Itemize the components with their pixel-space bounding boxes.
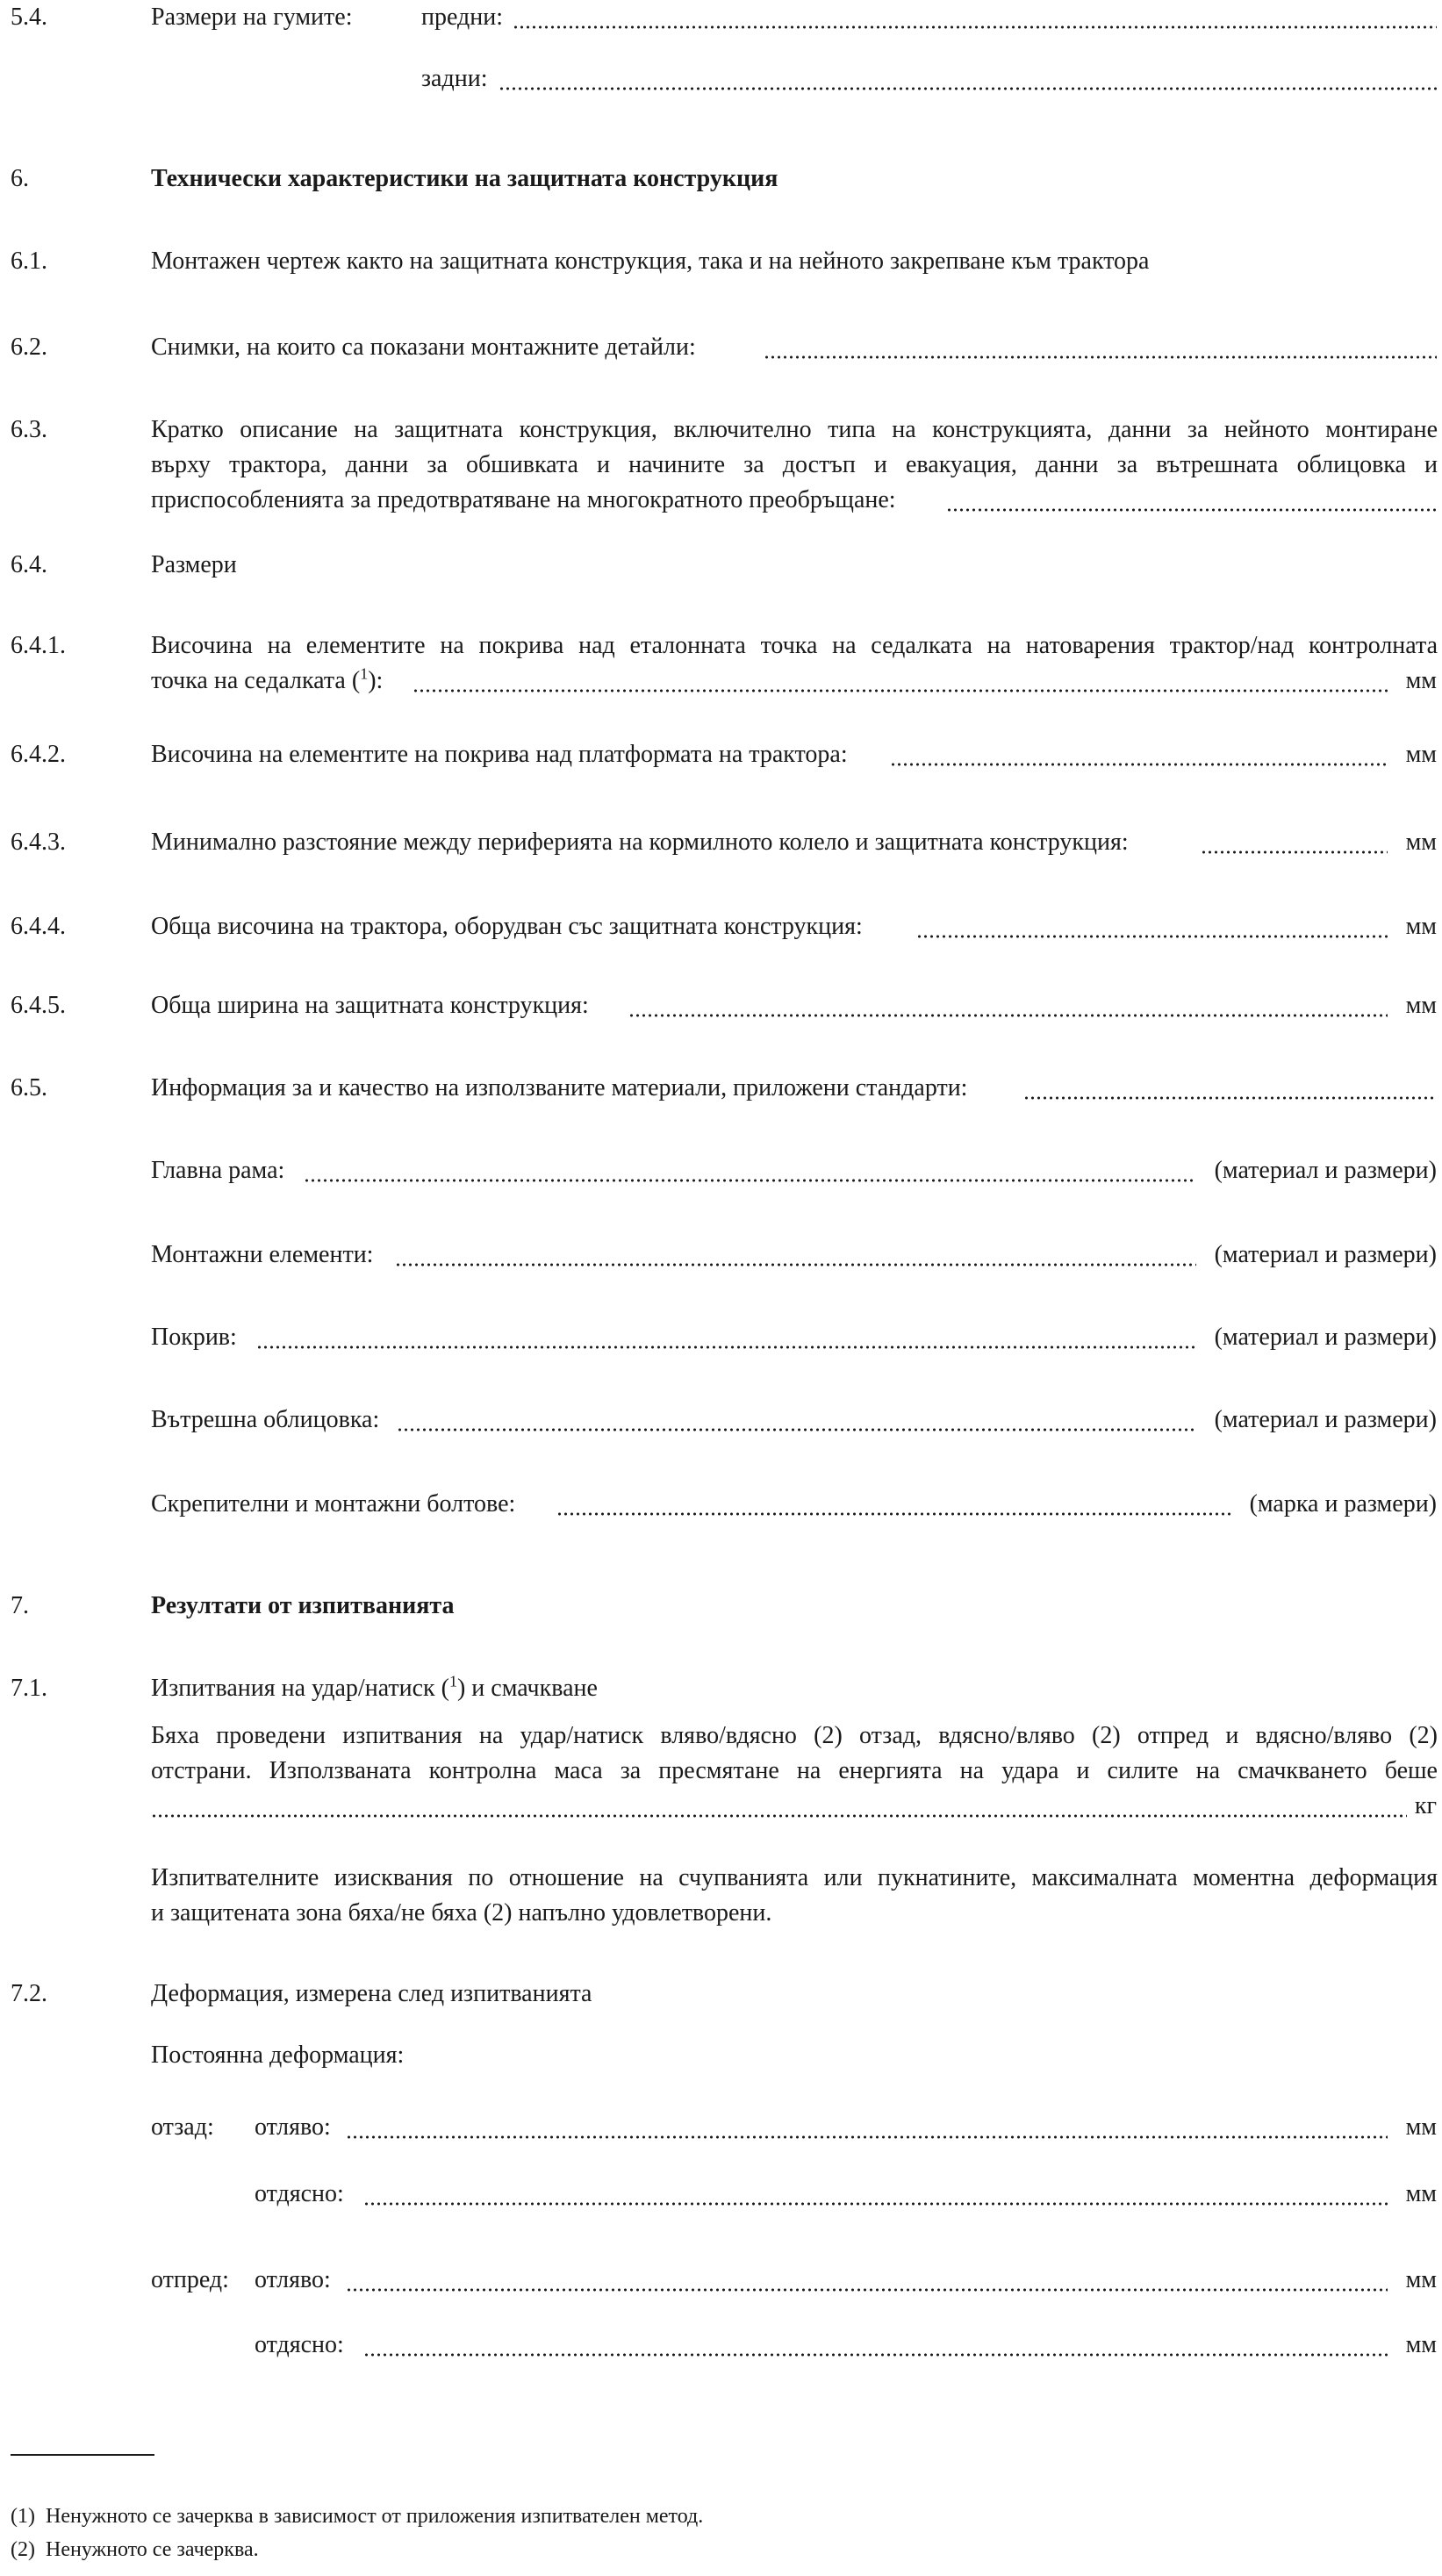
mounting-elements-fill-line[interactable] bbox=[395, 1243, 1196, 1267]
footnote-ref: 1 bbox=[448, 1672, 457, 1690]
total-width-fill-line[interactable] bbox=[628, 994, 1388, 1018]
platform-height-fill-line[interactable] bbox=[890, 743, 1388, 767]
unit-label: (материал и размери) bbox=[1214, 1324, 1437, 1351]
material-label: Скрепителни и монтажни болтове: bbox=[151, 1490, 516, 1518]
rear-right-fill-line[interactable] bbox=[363, 2182, 1388, 2206]
paragraph-line: отстрани. Използваната контролна маса за пресмятане на енергията на удара и силите на смачкването беше bbox=[151, 1757, 1438, 1784]
unit-label: (материал и размери) bbox=[1214, 1157, 1437, 1184]
front-left-fill-line[interactable] bbox=[346, 2268, 1388, 2293]
bolts-fill-line[interactable] bbox=[556, 1492, 1231, 1517]
subheading: Постоянна деформация: bbox=[151, 2041, 405, 2069]
section-heading: Резултати от изпитванията bbox=[151, 1592, 455, 1619]
roof-fill-line[interactable] bbox=[256, 1325, 1196, 1350]
subsection-title: Деформация, измерена след изпитванията bbox=[151, 1980, 592, 2007]
footnote-mark: (2) bbox=[11, 2538, 35, 2561]
unit-label: (материал и размери) bbox=[1214, 1241, 1437, 1268]
photos-fill-line[interactable] bbox=[764, 335, 1437, 360]
item-text: върху трактора, данни за обшивката и начините за достъп и евакуация, данни за вътрешната облицовка и bbox=[151, 451, 1438, 478]
section-number: 7.2. bbox=[11, 1980, 47, 2007]
section-number: 6.4. bbox=[11, 551, 47, 578]
left-label: отляво: bbox=[255, 2266, 331, 2293]
steering-distance-fill-line[interactable] bbox=[1201, 830, 1388, 855]
rear-tyre-label: задни: bbox=[421, 65, 488, 92]
rear-left-fill-line[interactable] bbox=[346, 2115, 1388, 2140]
item-text: приспособленията за предотвратяване на многократното преобръщане: bbox=[151, 486, 896, 513]
item-text: точка на седалката ($^1$): bbox=[151, 664, 384, 694]
section-number: 7. bbox=[11, 1592, 29, 1619]
section-number: 6. bbox=[11, 165, 29, 192]
front-tyre-label: предни: bbox=[421, 4, 504, 31]
footnote-ref: 1 bbox=[360, 664, 369, 683]
section-number: 6.5. bbox=[11, 1074, 47, 1101]
left-label: отляво: bbox=[255, 2113, 331, 2141]
rear-label: отзад: bbox=[151, 2113, 214, 2141]
description-fill-line[interactable] bbox=[946, 488, 1437, 513]
item-text: Размери bbox=[151, 551, 237, 578]
paragraph-line: и защитената зона бяха/не бяха (2) напълно удовлетворени. bbox=[151, 1899, 772, 1927]
footnote-text: Ненужното се зачерква. bbox=[46, 2538, 259, 2561]
unit-label: мм bbox=[1405, 2331, 1437, 2358]
reference-mass-fill-line[interactable] bbox=[151, 1794, 1407, 1819]
unit-label: мм bbox=[1405, 667, 1437, 694]
item-text: Минимално разстояние между периферията на кормилното колело и защитната конструкция: bbox=[151, 829, 1129, 856]
material-label: Монтажни елементи: bbox=[151, 1241, 374, 1268]
material-label: Вътрешна облицовка: bbox=[151, 1406, 380, 1433]
item-text: Обща ширина на защитната конструкция: bbox=[151, 992, 589, 1019]
section-number: 6.1. bbox=[11, 248, 47, 275]
material-label: Главна рама: bbox=[151, 1157, 285, 1184]
main-frame-fill-line[interactable] bbox=[304, 1159, 1196, 1183]
section-number: 6.4.3. bbox=[11, 829, 66, 856]
item-text: Обща височина на трактора, оборудван със защитната конструкция: bbox=[151, 913, 863, 940]
section-heading: Технически характеристики на защитната конструкция bbox=[151, 165, 778, 192]
item-text: Снимки, на които са показани монтажните детайли: bbox=[151, 334, 696, 361]
section-number: 6.4.4. bbox=[11, 913, 66, 940]
tyre-size-label: Размери на гумите: bbox=[151, 4, 353, 31]
unit-label: мм bbox=[1405, 992, 1437, 1019]
front-tyre-fill-line[interactable] bbox=[513, 5, 1437, 30]
unit-label: мм bbox=[1405, 2180, 1437, 2207]
total-height-fill-line[interactable] bbox=[916, 915, 1388, 939]
footnote-divider bbox=[11, 2454, 154, 2456]
front-label: отпред: bbox=[151, 2266, 229, 2293]
height-fill-line[interactable] bbox=[413, 669, 1388, 693]
item-text: Кратко описание на защитната конструкция, включително типа на конструкцията, данни за нейното монтиране bbox=[151, 416, 1438, 443]
section-number: 5.4. bbox=[11, 4, 47, 31]
unit-label: кг bbox=[1414, 1792, 1437, 1819]
rear-tyre-fill-line[interactable] bbox=[499, 67, 1437, 91]
item-text: Височина на елементите на покрива над платформата на трактора: bbox=[151, 741, 848, 768]
unit-label: мм bbox=[1405, 2266, 1437, 2293]
inner-lining-fill-line[interactable] bbox=[397, 1408, 1196, 1432]
right-label: отдясно: bbox=[255, 2331, 344, 2358]
materials-fill-line[interactable] bbox=[1023, 1076, 1437, 1101]
subsection-title: Изпитвания на удар/натиск ($^1$) и смачкване bbox=[151, 1672, 598, 1702]
item-text: Информация за и качество на използваните материали, приложени стандарти: bbox=[151, 1074, 968, 1101]
footnote-text: Ненужното се зачерква в зависимост от приложения изпитвателен метод. bbox=[46, 2505, 704, 2528]
unit-label: (материал и размери) bbox=[1214, 1406, 1437, 1433]
paragraph-line: Бяха проведени изпитвания на удар/натиск вляво/вдясно (2) отзад, вдясно/вляво (2) отпред и вдясно/вляво (2) bbox=[151, 1722, 1438, 1749]
section-number: 6.4.2. bbox=[11, 741, 66, 768]
unit-label: (марка и размери) bbox=[1249, 1490, 1437, 1518]
section-number: 7.1. bbox=[11, 1675, 47, 1702]
unit-label: мм bbox=[1405, 2113, 1437, 2141]
unit-label: мм bbox=[1405, 829, 1437, 856]
paragraph-line: Изпитвателните изисквания по отношение на счупванията или пукнатините, максималната моментна деформация bbox=[151, 1864, 1438, 1891]
material-label: Покрив: bbox=[151, 1324, 237, 1351]
unit-label: мм bbox=[1405, 741, 1437, 768]
section-number: 6.2. bbox=[11, 334, 47, 361]
section-number: 6.4.5. bbox=[11, 992, 66, 1019]
unit-label: мм bbox=[1405, 913, 1437, 940]
section-number: 6.3. bbox=[11, 416, 47, 443]
item-text: Монтажен чертеж както на защитната конструкция, така и на нейното закрепване към трактора bbox=[151, 248, 1150, 275]
section-number: 6.4.1. bbox=[11, 632, 66, 659]
front-right-fill-line[interactable] bbox=[363, 2333, 1388, 2357]
item-text: Височина на елементите на покрива над еталонната точка на седалката на натоварения трактор/над контролната bbox=[151, 632, 1438, 659]
footnote-mark: (1) bbox=[11, 2505, 35, 2528]
right-label: отдясно: bbox=[255, 2180, 344, 2207]
